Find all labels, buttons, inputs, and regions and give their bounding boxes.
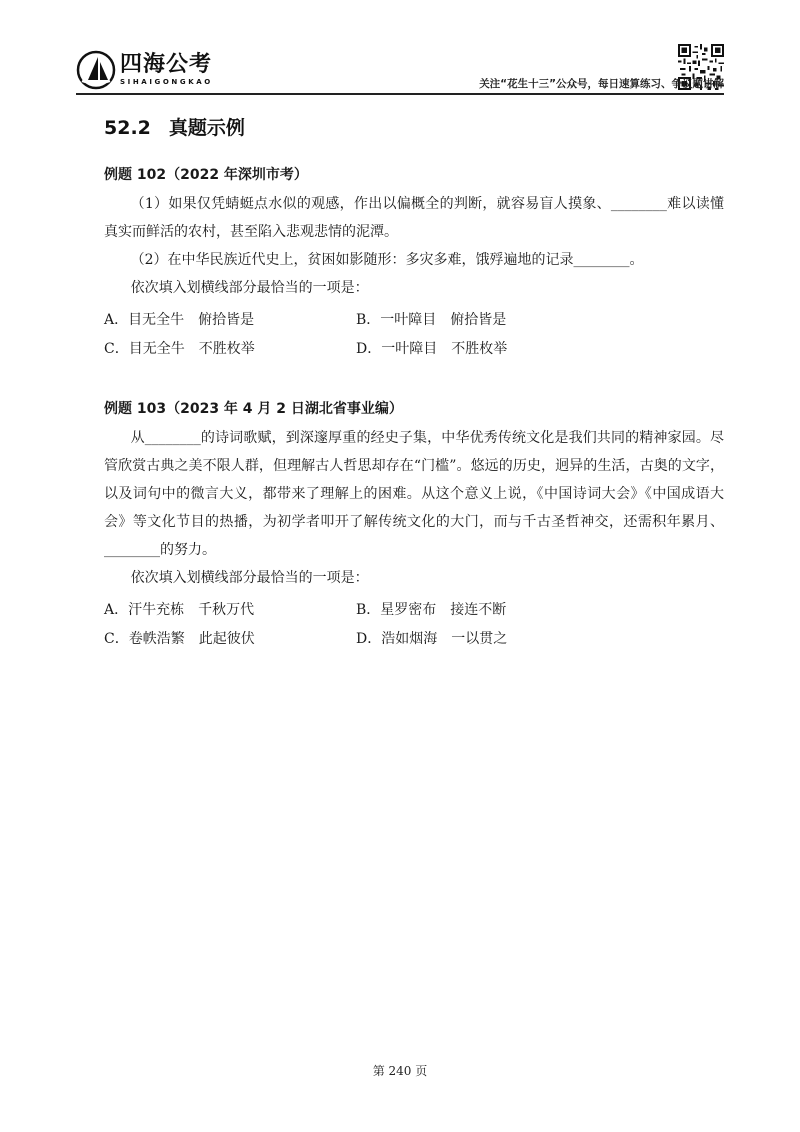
option-b: B．一叶障目 俯拾皆是	[356, 312, 507, 328]
header-divider	[76, 93, 724, 95]
main-content	[104, 160, 724, 654]
header-slogan: 关注“花生十三”公众号，每日速算练习、争议题讲解	[479, 78, 724, 90]
question-102-title: 例题 102（2022 年深圳市考）	[104, 167, 308, 183]
logo-pinyin-name: SIHAIGONGKAO	[120, 78, 213, 86]
question-103-prompt: 依次填入划横线部分最恰当的一项是：	[130, 570, 369, 586]
question-102-options	[104, 302, 724, 364]
option-d: D．浩如烟海 一以贯之	[356, 631, 508, 647]
option-a: A．目无全牛 俯拾皆是	[104, 312, 255, 328]
section-title: 真题示例	[168, 117, 245, 139]
section-number: 52.2	[104, 117, 151, 139]
section-heading	[104, 113, 245, 140]
question-103-options	[104, 592, 724, 654]
option-d: D．一叶障目 不胜枚举	[356, 341, 508, 357]
option-c: C．目无全牛 不胜枚举	[104, 341, 255, 357]
page-number: 第 240 页	[372, 1064, 428, 1078]
sail-logo-icon	[76, 50, 116, 90]
option-a: A．汗牛充栋 千秋万代	[104, 602, 255, 618]
logo-chinese-name: 四海公考	[120, 52, 213, 77]
question-102-sentence-1: （1）如果仅凭蜻蜓点水似的观感，作出以偏概全的判断，就容易盲人摸象、________难以读懂真实而鲜活的农村，甚至陷入悲观悲情的泥潭。	[104, 196, 724, 240]
option-c: C．卷帙浩繁 此起彼伏	[104, 631, 255, 647]
question-102-prompt: 依次填入划横线部分最恰当的一项是：	[130, 280, 369, 296]
brand-logo	[76, 50, 213, 90]
question-103-passage: 从________的诗词歌赋，到深邃厚重的经史子集，中华优秀传统文化是我们共同的精神家园。尽管欣赏古典之美不限人群，但理解古人哲思却存在“门槛”。悠远的历史，迥异的生活，古奥的文字，以及词句中的微言大义，都带来了理解上的困难。从这个意义上说，《中国诗词大会》《中国成语大会》等文化节目的热播，为初学者叩开了解传统文化的大门，而与千古圣哲神交，还需积年累月、________的努力。	[104, 430, 724, 558]
option-b: B．星罗密布 接连不断	[356, 602, 507, 618]
question-102-sentence-2: （2）在中华民族近代史上，贫困如影随形：多灾多难，饿殍遍地的记录________。	[130, 252, 644, 268]
page-header	[0, 0, 800, 100]
question-103-title: 例题 103（2023 年 4 月 2 日湖北省事业编）	[104, 401, 403, 417]
